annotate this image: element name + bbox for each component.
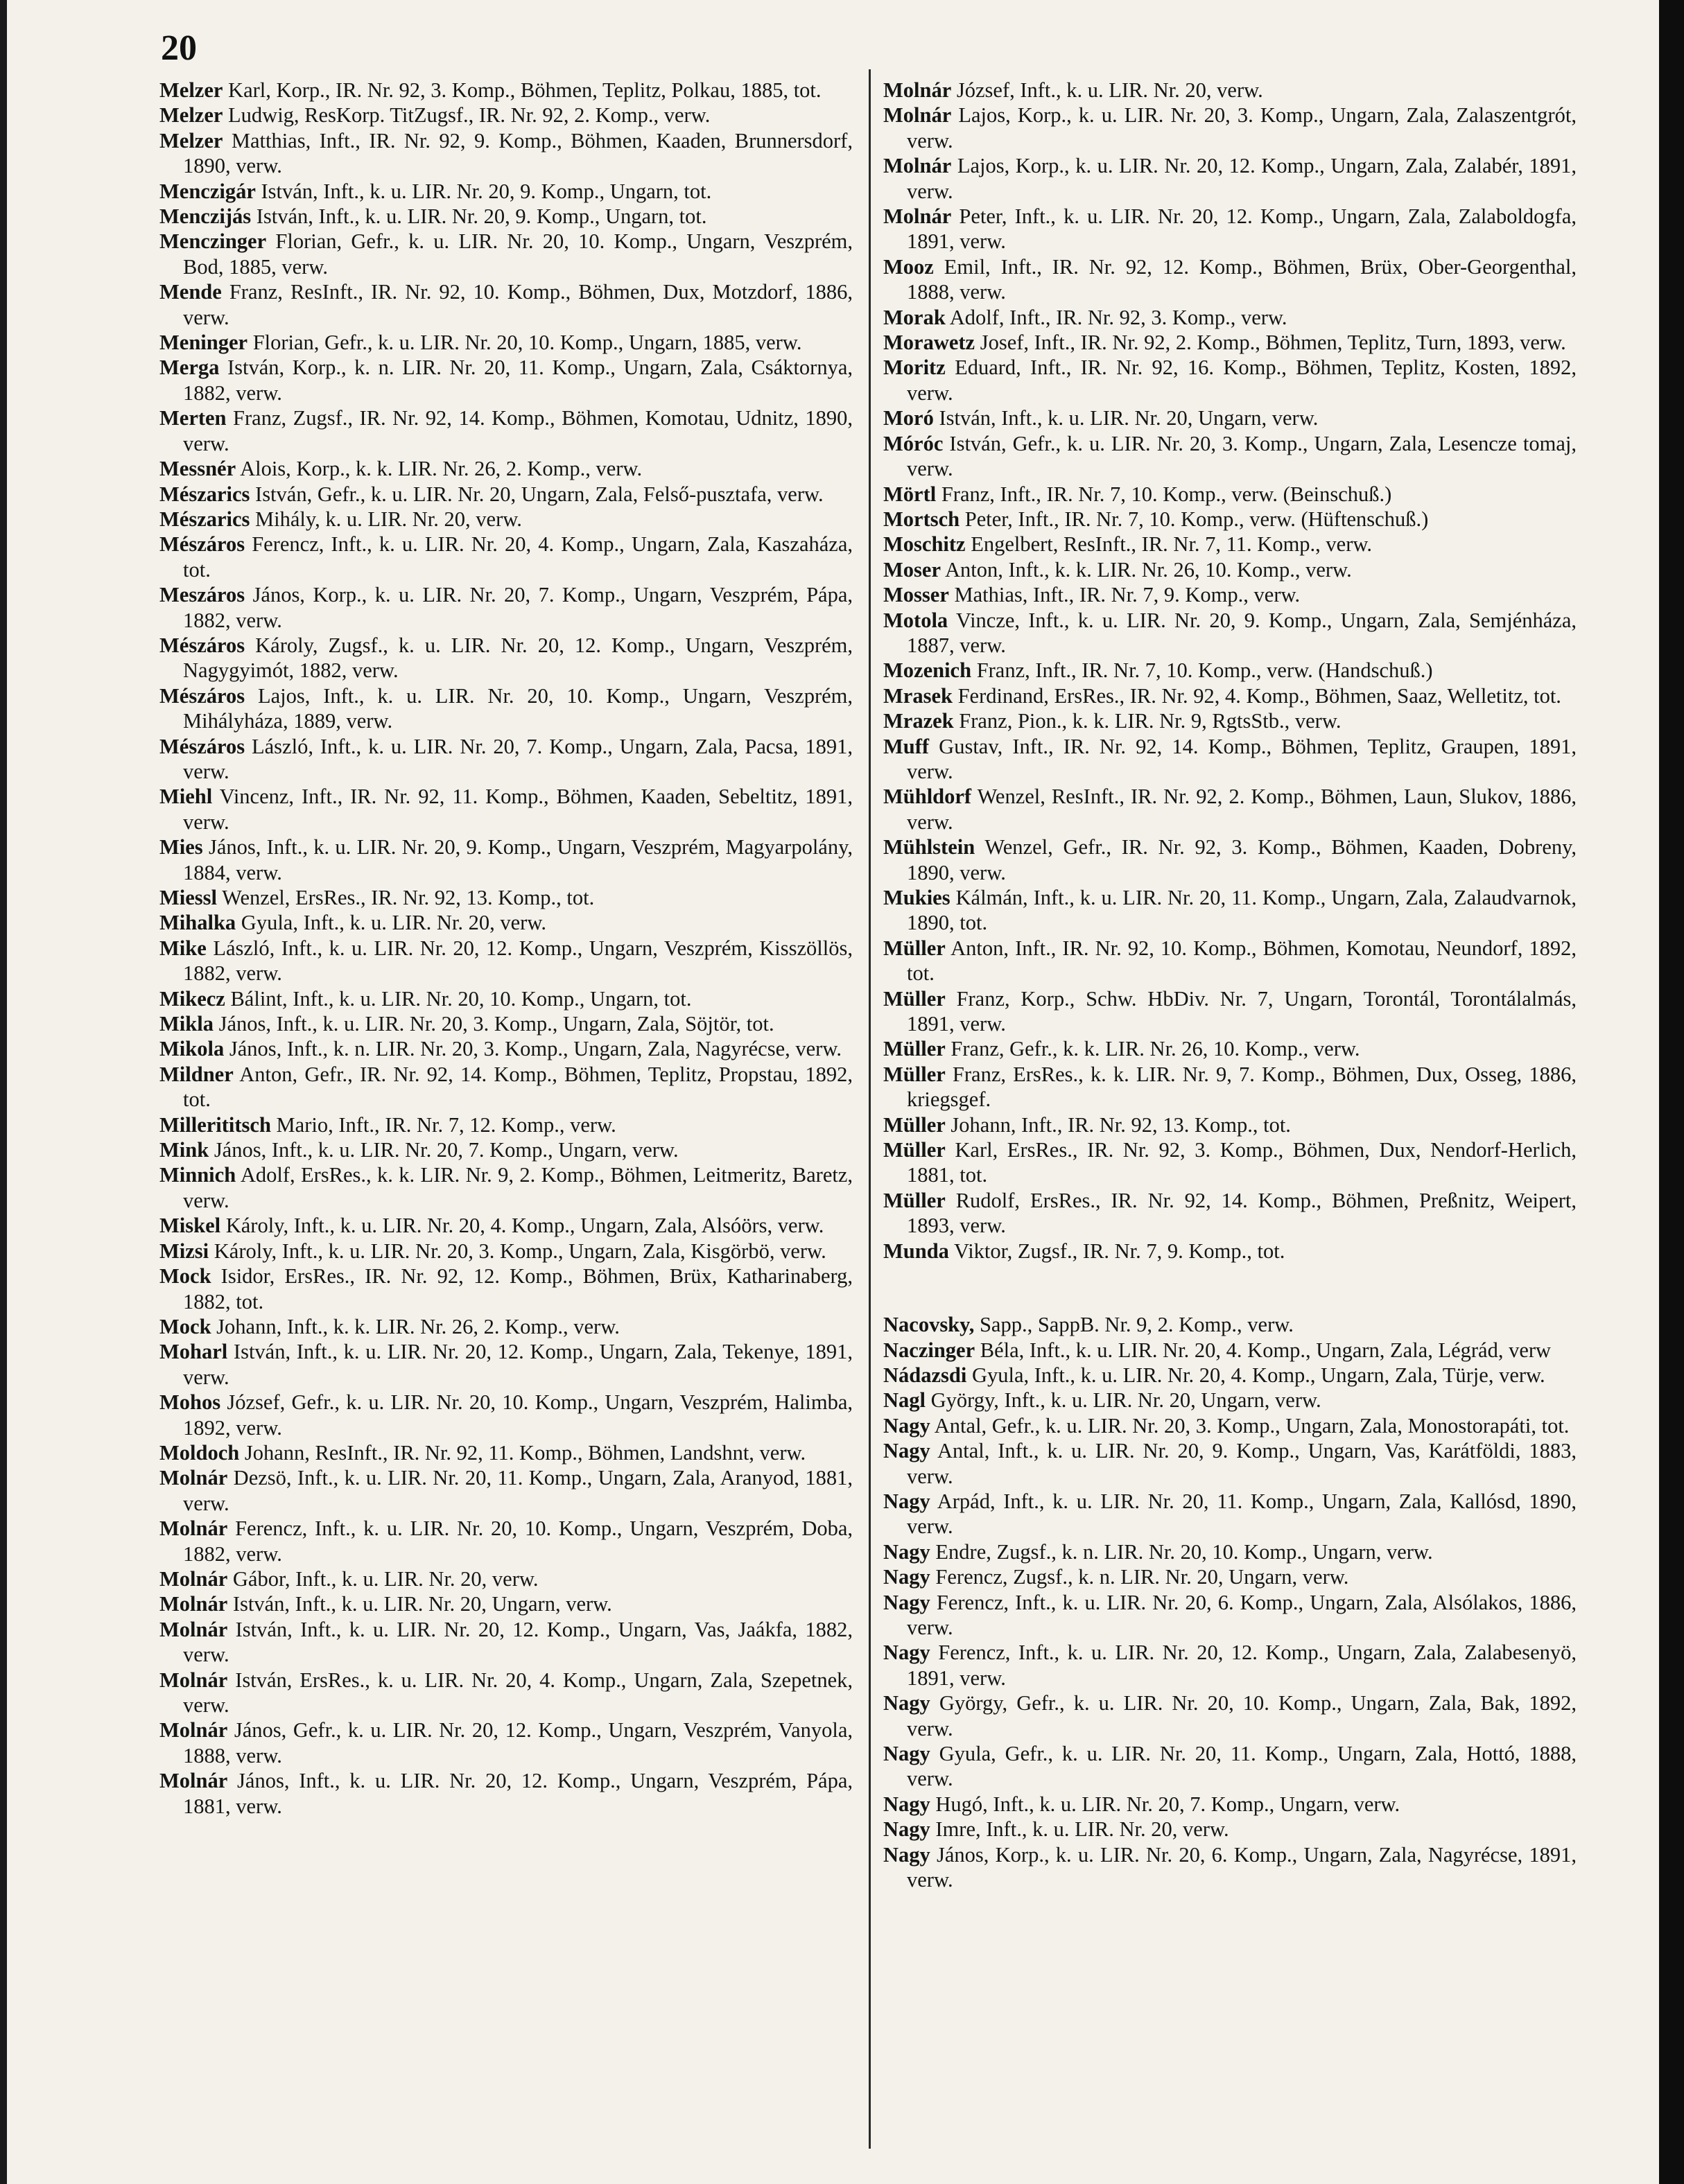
register-entry — [159, 532, 853, 582]
entry-details: Antal, Inft., k. u. LIR. Nr. 20, 9. Komp., Ungarn, Vas, Karátföldi, 1883, verw. — [907, 1439, 1577, 1488]
register-entry — [159, 1062, 853, 1112]
entry-details: István, Inft., k. u. LIR. Nr. 20, Ungarn, verw. — [939, 406, 1319, 430]
register-entry — [159, 1718, 853, 1768]
right-column — [883, 78, 1577, 1892]
entry-details: Isidor, ErsRes., IR. Nr. 92, 12. Komp., Böhmen, Brüx, Katharinaberg, 1882, tot. — [183, 1264, 853, 1313]
entry-surname: Nagy — [883, 1539, 930, 1564]
register-entry — [883, 103, 1577, 153]
register-entry — [159, 1213, 853, 1238]
entry-details: Franz, Zugsf., IR. Nr. 92, 14. Komp., Böhmen, Komotau, Udnitz, 1890, verw. — [183, 406, 853, 455]
register-entry — [159, 1566, 853, 1591]
entry-surname: Moharl — [159, 1340, 228, 1364]
entry-surname: Nádazsdi — [883, 1363, 967, 1387]
register-entry — [883, 608, 1577, 658]
entry-details: Anton, Inft., IR. Nr. 92, 10. Komp., Böhmen, Komotau, Neundorf, 1892, tot. — [907, 936, 1577, 986]
register-entry — [159, 633, 853, 683]
entry-surname: Moser — [883, 557, 941, 582]
entry-details: Imre, Inft., k. u. LIR. Nr. 20, verw. — [935, 1817, 1229, 1842]
register-entry — [159, 330, 853, 355]
scan-left-edge — [0, 0, 7, 2184]
entry-surname: Nagy — [883, 1489, 930, 1513]
entry-surname: Meszáros — [159, 583, 245, 607]
section-gap — [883, 1264, 1577, 1312]
entry-details: Johann, ResInft., IR. Nr. 92, 11. Komp., Böhmen, Landshnt, verw. — [244, 1440, 806, 1465]
register-entry — [883, 1842, 1577, 1893]
entry-surname: Molnár — [159, 1592, 228, 1616]
entry-surname: Molnár — [883, 154, 952, 178]
register-entry — [159, 885, 853, 910]
register-entry — [159, 1617, 853, 1668]
entry-surname: Miessl — [159, 886, 218, 909]
entry-surname: Nagy — [883, 1842, 930, 1867]
entry-surname: Nagy — [883, 1565, 930, 1589]
entry-details: István, Inft., k. u. LIR. Nr. 20, 12. Komp., Ungarn, Zala, Tekenye, 1891, verw. — [183, 1340, 853, 1389]
entry-details: István, Korp., k. n. LIR. Nr. 20, 11. Komp., Ungarn, Zala, Csáktornya, 1882, verw. — [183, 356, 853, 405]
entry-surname: Mészáros — [159, 683, 245, 708]
entry-details: István, Inft., k. u. LIR. Nr. 20, 12. Komp., Ungarn, Vas, Jaákfa, 1882, verw. — [183, 1617, 853, 1667]
entry-details: Rudolf, ErsRes., IR. Nr. 92, 14. Komp., Böhmen, Preßnitz, Weipert, 1893, verw. — [907, 1188, 1577, 1238]
entry-details: Franz, Korp., Schw. HbDiv. Nr. 7, Ungarn, Torontál, Torontálalmás, 1891, verw. — [907, 986, 1577, 1036]
entry-details: János, Korp., k. u. LIR. Nr. 20, 6. Komp., Ungarn, Zala, Nagyrécse, 1891, verw. — [907, 1842, 1577, 1892]
entry-details: Ferencz, Zugsf., k. n. LIR. Nr. 20, Ungarn, verw. — [935, 1565, 1349, 1589]
entry-details: István, Inft., k. u. LIR. Nr. 20, 9. Komp., Ungarn, tot. — [261, 179, 712, 203]
entry-surname: Mike — [159, 936, 207, 960]
register-entry — [159, 1011, 853, 1036]
entry-surname: Mrasek — [883, 683, 953, 708]
entry-details: Anton, Inft., k. k. LIR. Nr. 26, 10. Komp., verw. — [944, 557, 1352, 582]
entry-details: Wenzel, ErsRes., IR. Nr. 92, 13. Komp., tot. — [222, 886, 595, 909]
register-entry — [883, 1062, 1577, 1112]
entry-details: Florian, Gefr., k. u. LIR. Nr. 20, 10. Komp., Ungarn, 1885, verw. — [252, 331, 802, 355]
register-entry — [883, 330, 1577, 355]
register-entry — [883, 1590, 1577, 1641]
register-entry — [883, 557, 1577, 582]
entry-details: György, Inft., k. u. LIR. Nr. 20, Ungarn, verw. — [930, 1388, 1321, 1413]
register-entry — [159, 1516, 853, 1566]
entry-details: Gyula, Gefr., k. u. LIR. Nr. 20, 11. Komp., Ungarn, Zala, Hottó, 1888, verw. — [907, 1742, 1577, 1791]
entry-surname: Mrazek — [883, 709, 954, 733]
entry-surname: Menczinger — [159, 229, 267, 254]
entry-details: Ferencz, Inft., k. u. LIR. Nr. 20, 12. Komp., Ungarn, Zala, Zalabesenyö, 1891, verw. — [907, 1641, 1577, 1690]
entry-details: Hugó, Inft., k. u. LIR. Nr. 20, 7. Komp., Ungarn, verw. — [935, 1792, 1400, 1816]
register-entry — [883, 1564, 1577, 1589]
register-entry — [159, 1137, 853, 1162]
register-entry — [159, 103, 853, 128]
entry-surname: Melzer — [159, 128, 223, 152]
entry-details: Endre, Zugsf., k. n. LIR. Nr. 20, 10. Komp., Ungarn, verw. — [935, 1539, 1433, 1564]
register-entry — [159, 784, 853, 835]
entry-surname: Molnár — [159, 1566, 228, 1591]
entry-surname: Moldoch — [159, 1440, 240, 1465]
entry-surname: Nagy — [883, 1413, 930, 1438]
register-entry — [159, 482, 853, 507]
entry-surname: Müller — [883, 1062, 946, 1086]
entry-details: Anton, Gefr., IR. Nr. 92, 14. Komp., Böhmen, Teplitz, Propstau, 1892, tot. — [183, 1062, 853, 1112]
register-entry — [159, 179, 853, 204]
entry-details: Johann, Inft., IR. Nr. 92, 13. Komp., tot. — [950, 1112, 1291, 1137]
register-entry — [883, 431, 1577, 482]
register-entry — [159, 1768, 853, 1819]
register-entry — [883, 986, 1577, 1037]
entry-surname: Mészarics — [159, 507, 250, 531]
entry-details: Ferencz, Inft., k. u. LIR. Nr. 20, 4. Komp., Ungarn, Zala, Kaszaháza, tot. — [183, 532, 853, 582]
register-entry — [883, 153, 1577, 204]
entry-surname: Mock — [159, 1314, 211, 1338]
register-entry — [883, 734, 1577, 785]
entry-details: József, Gefr., k. u. LIR. Nr. 20, 10. Komp., Ungarn, Veszprém, Halimba, 1892, verw. — [183, 1390, 853, 1440]
entry-details: Eduard, Inft., IR. Nr. 92, 16. Komp., Böhmen, Teplitz, Kosten, 1892, verw. — [907, 356, 1577, 405]
entry-surname: Mühlstein — [883, 835, 975, 859]
register-entry — [159, 1264, 853, 1314]
register-entry — [883, 1338, 1577, 1363]
register-entry — [883, 1036, 1577, 1061]
entry-surname: Müller — [883, 1112, 946, 1137]
entry-details: István, Gefr., k. u. LIR. Nr. 20, Ungarn, Zala, Felső-pusztafa, verw. — [255, 482, 824, 506]
entry-details: Josef, Inft., IR. Nr. 92, 2. Komp., Böhmen, Teplitz, Turn, 1893, verw. — [980, 331, 1566, 355]
entry-surname: Nagy — [883, 1590, 930, 1614]
entry-details: Ferdinand, ErsRes., IR. Nr. 92, 4. Komp., Böhmen, Saaz, Welletitz, tot. — [957, 683, 1561, 708]
entry-details: György, Gefr., k. u. LIR. Nr. 20, 10. Komp., Ungarn, Zala, Bak, 1892, verw. — [907, 1691, 1577, 1740]
entry-details: Gustav, Inft., IR. Nr. 92, 14. Komp., Böhmen, Teplitz, Graupen, 1891, verw. — [907, 734, 1577, 783]
entry-details: Antal, Gefr., k. u. LIR. Nr. 20, 3. Komp., Ungarn, Zala, Monostorapáti, tot. — [934, 1413, 1570, 1438]
entry-details: Lajos, Korp., k. u. LIR. Nr. 20, 12. Komp., Ungarn, Zala, Zalabér, 1891, verw. — [907, 154, 1577, 203]
entry-surname: Mikla — [159, 1012, 214, 1036]
register-entry — [883, 1188, 1577, 1239]
register-entry — [159, 936, 853, 986]
entry-surname: Müller — [883, 936, 946, 960]
entry-details: Lajos, Inft., k. u. LIR. Nr. 20, 10. Komp., Ungarn, Veszprém, Mihályháza, 1889, verw. — [183, 683, 853, 733]
entry-surname: Morak — [883, 305, 946, 329]
entry-details: Franz, ErsRes., k. k. LIR. Nr. 9, 7. Komp., Böhmen, Dux, Osseg, 1886, kriegsgef. — [907, 1062, 1577, 1112]
entry-details: Károly, Inft., k. u. LIR. Nr. 20, 4. Komp., Ungarn, Zala, Alsóörs, verw. — [225, 1214, 824, 1238]
entry-surname: Nagy — [883, 1792, 930, 1816]
register-entry — [159, 279, 853, 330]
left-column — [159, 78, 853, 1819]
register-entry — [883, 1438, 1577, 1489]
entry-surname: Naczinger — [883, 1338, 975, 1362]
entry-surname: Moró — [883, 406, 934, 430]
entry-details: Károly, Inft., k. u. LIR. Nr. 20, 3. Komp., Ungarn, Zala, Kisgörbö, verw. — [214, 1239, 826, 1263]
register-entry — [883, 1388, 1577, 1413]
entry-details: Peter, Inft., k. u. LIR. Nr. 20, 12. Komp., Ungarn, Zala, Zalaboldogfa, 1891, verw. — [907, 204, 1577, 254]
register-entry — [159, 1668, 853, 1718]
register-entry — [883, 1792, 1577, 1817]
register-entry — [159, 507, 853, 532]
entry-surname: Nacovsky, — [883, 1313, 975, 1337]
entry-surname: Molnár — [159, 1517, 228, 1541]
entry-details: Emil, Inft., IR. Nr. 92, 12. Komp., Böhmen, Brüx, Ober-Georgenthal, 1888, verw. — [907, 254, 1577, 304]
entry-surname: Müller — [883, 1188, 946, 1212]
register-entry — [159, 1465, 853, 1516]
register-entry — [159, 355, 853, 405]
entry-details: István, Inft., k. u. LIR. Nr. 20, 9. Komp., Ungarn, tot. — [256, 204, 707, 229]
register-entry — [159, 1440, 853, 1465]
entry-surname: Miehl — [159, 785, 213, 809]
entry-surname: Mihalka — [159, 911, 236, 935]
entry-details: Peter, Inft., IR. Nr. 7, 10. Komp., verw. (Hüftenschuß.) — [964, 507, 1429, 531]
register-entry — [159, 204, 853, 229]
entry-surname: Mészarics — [159, 482, 250, 506]
entry-details: János, Inft., k. n. LIR. Nr. 20, 3. Komp., Ungarn, Zala, Nagyrécse, verw. — [229, 1037, 842, 1061]
entry-surname: Molnár — [883, 103, 952, 128]
entry-details: Gyula, Inft., k. u. LIR. Nr. 20, verw. — [241, 911, 546, 935]
entry-surname: Mörtl — [883, 482, 937, 506]
entry-surname: Merten — [159, 406, 227, 430]
entry-details: Lajos, Korp., k. u. LIR. Nr. 20, 3. Komp., Ungarn, Zala, Zalaszentgrót, verw. — [907, 103, 1577, 152]
entry-surname: Mészáros — [159, 532, 245, 557]
register-entry — [883, 1137, 1577, 1188]
entry-surname: Nagl — [883, 1388, 926, 1413]
entry-details: István, Gefr., k. u. LIR. Nr. 20, 3. Komp., Ungarn, Zala, Lesencze tomaj, verw. — [907, 431, 1577, 481]
register-entry — [883, 1112, 1577, 1137]
register-entry — [159, 910, 853, 935]
entry-details: János, Inft., k. u. LIR. Nr. 20, 3. Komp., Ungarn, Zala, Söjtör, tot. — [218, 1012, 774, 1036]
entry-surname: Moritz — [883, 356, 946, 380]
register-entry — [159, 1239, 853, 1264]
entry-surname: Mink — [159, 1138, 209, 1162]
entry-details: Franz, Inft., IR. Nr. 7, 10. Komp., verw. (Beinschuß.) — [941, 482, 1392, 506]
entry-surname: Nagy — [883, 1641, 930, 1665]
entry-surname: Mészáros — [159, 734, 245, 758]
register-entry — [883, 582, 1577, 607]
entry-surname: Moschitz — [883, 532, 966, 557]
entry-details: Karl, ErsRes., IR. Nr. 92, 3. Komp., Böhmen, Dux, Nendorf-Herlich, 1881, tot. — [907, 1138, 1577, 1187]
register-entry — [159, 835, 853, 885]
entry-details: Vincze, Inft., k. u. LIR. Nr. 20, 9. Komp., Ungarn, Zala, Semjénháza, 1887, verw. — [907, 608, 1577, 657]
entry-details: Viktor, Zugsf., IR. Nr. 7, 9. Komp., tot. — [954, 1239, 1285, 1263]
register-entry — [883, 355, 1577, 405]
entry-surname: Melzer — [159, 78, 223, 102]
entry-surname: Munda — [883, 1239, 949, 1263]
entry-surname: Mészáros — [159, 633, 245, 657]
entry-surname: Molnár — [159, 1617, 228, 1641]
entry-details: János, Inft., k. u. LIR. Nr. 20, 9. Komp., Ungarn, Veszprém, Magyarpolány, 1884, verw. — [183, 835, 853, 884]
register-entry — [883, 1363, 1577, 1388]
entry-surname: Mizsi — [159, 1239, 209, 1263]
column-divider — [869, 69, 871, 2149]
register-entry — [159, 229, 853, 279]
entry-surname: Nagy — [883, 1742, 930, 1765]
entry-details: Kálmán, Inft., k. u. LIR. Nr. 20, 11. Komp., Ungarn, Zala, Zalaudvarnok, 1890, tot. — [907, 886, 1577, 935]
register-entry — [883, 835, 1577, 885]
register-entry — [159, 683, 853, 734]
entry-details: Franz, Pion., k. k. LIR. Nr. 9, RgtsStb., verw. — [959, 709, 1342, 733]
register-entry — [159, 1339, 853, 1390]
entry-details: Johann, Inft., k. k. LIR. Nr. 26, 2. Komp., verw. — [216, 1314, 620, 1338]
register-entry — [883, 507, 1577, 532]
entry-details: Mathias, Inft., IR. Nr. 7, 9. Komp., verw. — [954, 583, 1301, 607]
entry-details: Károly, Zugsf., k. u. LIR. Nr. 20, 12. Komp., Ungarn, Veszprém, Nagygyimót, 1882, verw. — [183, 633, 853, 683]
entry-surname: Morawetz — [883, 331, 975, 355]
entry-surname: Messnér — [159, 457, 236, 481]
register-entry — [883, 78, 1577, 103]
register-entry — [883, 936, 1577, 986]
entry-surname: Mohos — [159, 1390, 221, 1415]
entry-surname: Nagy — [883, 1439, 930, 1463]
entry-surname: Mikecz — [159, 986, 225, 1011]
register-entry — [883, 658, 1577, 683]
entry-details: János, Korp., k. u. LIR. Nr. 20, 7. Komp., Ungarn, Veszprém, Pápa, 1882, verw. — [183, 583, 853, 632]
entry-details: István, ErsRes., k. u. LIR. Nr. 20, 4. Komp., Ungarn, Zala, Szepetnek, verw. — [183, 1668, 853, 1717]
entry-surname: Muff — [883, 734, 930, 758]
entry-surname: Müller — [883, 986, 946, 1011]
register-entry — [883, 532, 1577, 557]
entry-details: Mihály, k. u. LIR. Nr. 20, verw. — [255, 507, 522, 531]
register-entry — [159, 1112, 853, 1137]
scan-right-edge — [1659, 0, 1684, 2184]
register-entry — [883, 1312, 1577, 1337]
entry-details: Wenzel, Gefr., IR. Nr. 92, 3. Komp., Böhmen, Kaaden, Dobreny, 1890, verw. — [907, 835, 1577, 884]
register-entry — [883, 204, 1577, 254]
register-entry — [159, 1390, 853, 1440]
right-column-n-entries — [883, 1312, 1577, 1892]
entry-surname: Molnár — [883, 78, 952, 102]
entry-surname: Mies — [159, 835, 203, 859]
entry-surname: Miskel — [159, 1214, 221, 1238]
entry-surname: Nagy — [883, 1691, 930, 1715]
register-entry — [883, 254, 1577, 305]
entry-surname: Müller — [883, 1138, 946, 1162]
entry-details: István, Inft., k. u. LIR. Nr. 20, Ungarn, verw. — [232, 1592, 612, 1616]
right-column-m-entries — [883, 78, 1577, 1264]
entry-surname: Mühldorf — [883, 785, 972, 809]
entry-details: Ferencz, Inft., k. u. LIR. Nr. 20, 10. Komp., Ungarn, Veszprém, Doba, 1882, verw. — [183, 1517, 853, 1566]
entry-details: Ferencz, Inft., k. u. LIR. Nr. 20, 6. Komp., Ungarn, Zala, Alsólakos, 1886, verw. — [907, 1590, 1577, 1639]
entry-surname: Merga — [159, 356, 220, 380]
entry-surname: Molnár — [159, 1466, 228, 1490]
register-entry — [883, 1640, 1577, 1691]
entry-details: Franz, Gefr., k. k. LIR. Nr. 26, 10. Komp., verw. — [950, 1037, 1360, 1061]
register-entry — [883, 482, 1577, 507]
entry-details: Franz, Inft., IR. Nr. 7, 10. Komp., verw. (Handschuß.) — [976, 658, 1433, 683]
entry-details: Franz, ResInft., IR. Nr. 92, 10. Komp., Böhmen, Dux, Motzdorf, 1886, verw. — [183, 280, 853, 329]
entry-surname: Molnár — [159, 1668, 228, 1692]
entry-details: Vincenz, Inft., IR. Nr. 92, 11. Komp., Böhmen, Kaaden, Sebeltitz, 1891, verw. — [183, 785, 853, 834]
entry-surname: Mukies — [883, 886, 950, 909]
register-entry — [159, 128, 853, 179]
register-entry — [883, 1741, 1577, 1792]
entry-surname: Minnich — [159, 1163, 236, 1187]
entry-details: Bálint, Inft., k. u. LIR. Nr. 20, 10. Komp., Ungarn, tot. — [230, 986, 692, 1011]
entry-details: Florian, Gefr., k. u. LIR. Nr. 20, 10. Komp., Ungarn, Veszprém, Bod, 1885, verw. — [183, 229, 853, 279]
register-entry — [883, 1539, 1577, 1564]
entry-surname: Millerititsch — [159, 1112, 271, 1137]
register-entry — [883, 405, 1577, 430]
register-entry — [883, 305, 1577, 330]
register-entry — [159, 1591, 853, 1616]
entry-details: Engelbert, ResInft., IR. Nr. 7, 11. Komp., verw. — [971, 532, 1373, 557]
register-entry — [159, 986, 853, 1011]
entry-surname: Mozenich — [883, 658, 972, 683]
register-entry — [883, 1239, 1577, 1264]
entry-details: Dezsö, Inft., k. u. LIR. Nr. 20, 11. Komp., Ungarn, Zala, Aranyod, 1881, verw. — [183, 1466, 853, 1515]
register-entry — [159, 1036, 853, 1061]
entry-details: Alois, Korp., k. k. LIR. Nr. 26, 2. Komp., verw. — [240, 457, 643, 481]
entry-surname: Müller — [883, 1037, 946, 1061]
entry-surname: Mosser — [883, 583, 949, 607]
register-entry — [159, 734, 853, 785]
entry-surname: Móróc — [883, 431, 944, 455]
entry-surname: Mortsch — [883, 507, 960, 531]
entry-details: Mario, Inft., IR. Nr. 7, 12. Komp., verw. — [276, 1112, 616, 1137]
entry-surname: Motola — [883, 608, 948, 632]
register-entry — [883, 1489, 1577, 1539]
register-entry — [159, 582, 853, 633]
entry-details: Ludwig, ResKorp. TitZugsf., IR. Nr. 92, 2. Komp., verw. — [228, 103, 711, 128]
entry-details: János, Gefr., k. u. LIR. Nr. 20, 12. Komp., Ungarn, Veszprém, Vanyola, 1888, verw. — [183, 1718, 853, 1767]
entry-surname: Mildner — [159, 1062, 234, 1086]
entry-details: József, Inft., k. u. LIR. Nr. 20, verw. — [956, 78, 1263, 102]
page-number: 20 — [161, 28, 197, 68]
entry-details: László, Inft., k. u. LIR. Nr. 20, 12. Komp., Ungarn, Veszprém, Kisszöllös, 1882, verw. — [183, 936, 853, 986]
entry-details: János, Inft., k. u. LIR. Nr. 20, 12. Komp., Ungarn, Veszprém, Pápa, 1881, verw. — [183, 1769, 853, 1818]
entry-details: Gyula, Inft., k. u. LIR. Nr. 20, 4. Komp., Ungarn, Zala, Türje, verw. — [971, 1363, 1545, 1387]
entry-surname: Menczigár — [159, 179, 256, 203]
entry-details: Karl, Korp., IR. Nr. 92, 3. Komp., Böhmen, Teplitz, Polkau, 1885, tot. — [228, 78, 822, 102]
entry-surname: Nagy — [883, 1817, 930, 1842]
register-entry — [159, 78, 853, 103]
entry-details: László, Inft., k. u. LIR. Nr. 20, 7. Komp., Ungarn, Zala, Pacsa, 1891, verw. — [183, 734, 853, 783]
entry-surname: Menczijás — [159, 204, 252, 229]
entry-details: Gábor, Inft., k. u. LIR. Nr. 20, verw. — [232, 1566, 539, 1591]
entry-surname: Molnár — [159, 1718, 228, 1742]
register-entry — [883, 708, 1577, 733]
register-entry — [883, 784, 1577, 835]
entry-surname: Molnár — [159, 1769, 228, 1793]
register-entry — [159, 1314, 853, 1339]
entry-details: Adolf, Inft., IR. Nr. 92, 3. Komp., verw. — [949, 305, 1287, 329]
entry-surname: Melzer — [159, 103, 223, 128]
entry-details: Matthias, Inft., IR. Nr. 92, 9. Komp., Böhmen, Kaaden, Brunnersdorf, 1890, verw. — [183, 128, 853, 178]
entry-surname: Mooz — [883, 254, 934, 279]
register-entry — [883, 1413, 1577, 1438]
entry-details: Béla, Inft., k. u. LIR. Nr. 20, 4. Komp., Ungarn, Zala, Légrád, verw — [980, 1338, 1552, 1362]
entry-surname: Mikola — [159, 1037, 225, 1061]
entry-surname: Molnár — [883, 204, 952, 229]
register-entry — [883, 885, 1577, 936]
entry-details: Wenzel, ResInft., IR. Nr. 92, 2. Komp., Böhmen, Laun, Slukov, 1886, verw. — [907, 785, 1577, 834]
entry-surname: Meninger — [159, 331, 248, 355]
entry-details: Arpád, Inft., k. u. LIR. Nr. 20, 11. Komp., Ungarn, Zala, Kallósd, 1890, verw. — [907, 1489, 1577, 1539]
entry-surname: Mende — [159, 280, 222, 304]
register-entry — [159, 1162, 853, 1213]
entry-details: Adolf, ErsRes., k. k. LIR. Nr. 9, 2. Komp., Böhmen, Leitmeritz, Baretz, verw. — [183, 1163, 853, 1212]
register-entry — [883, 683, 1577, 708]
register-entry — [883, 1691, 1577, 1741]
register-entry — [159, 405, 853, 456]
entry-surname: Mock — [159, 1264, 211, 1288]
entry-details: János, Inft., k. u. LIR. Nr. 20, 7. Komp., Ungarn, verw. — [214, 1138, 679, 1162]
register-entry — [883, 1817, 1577, 1842]
register-entry — [159, 456, 853, 481]
entry-details: Sapp., SappB. Nr. 9, 2. Komp., verw. — [979, 1313, 1294, 1337]
